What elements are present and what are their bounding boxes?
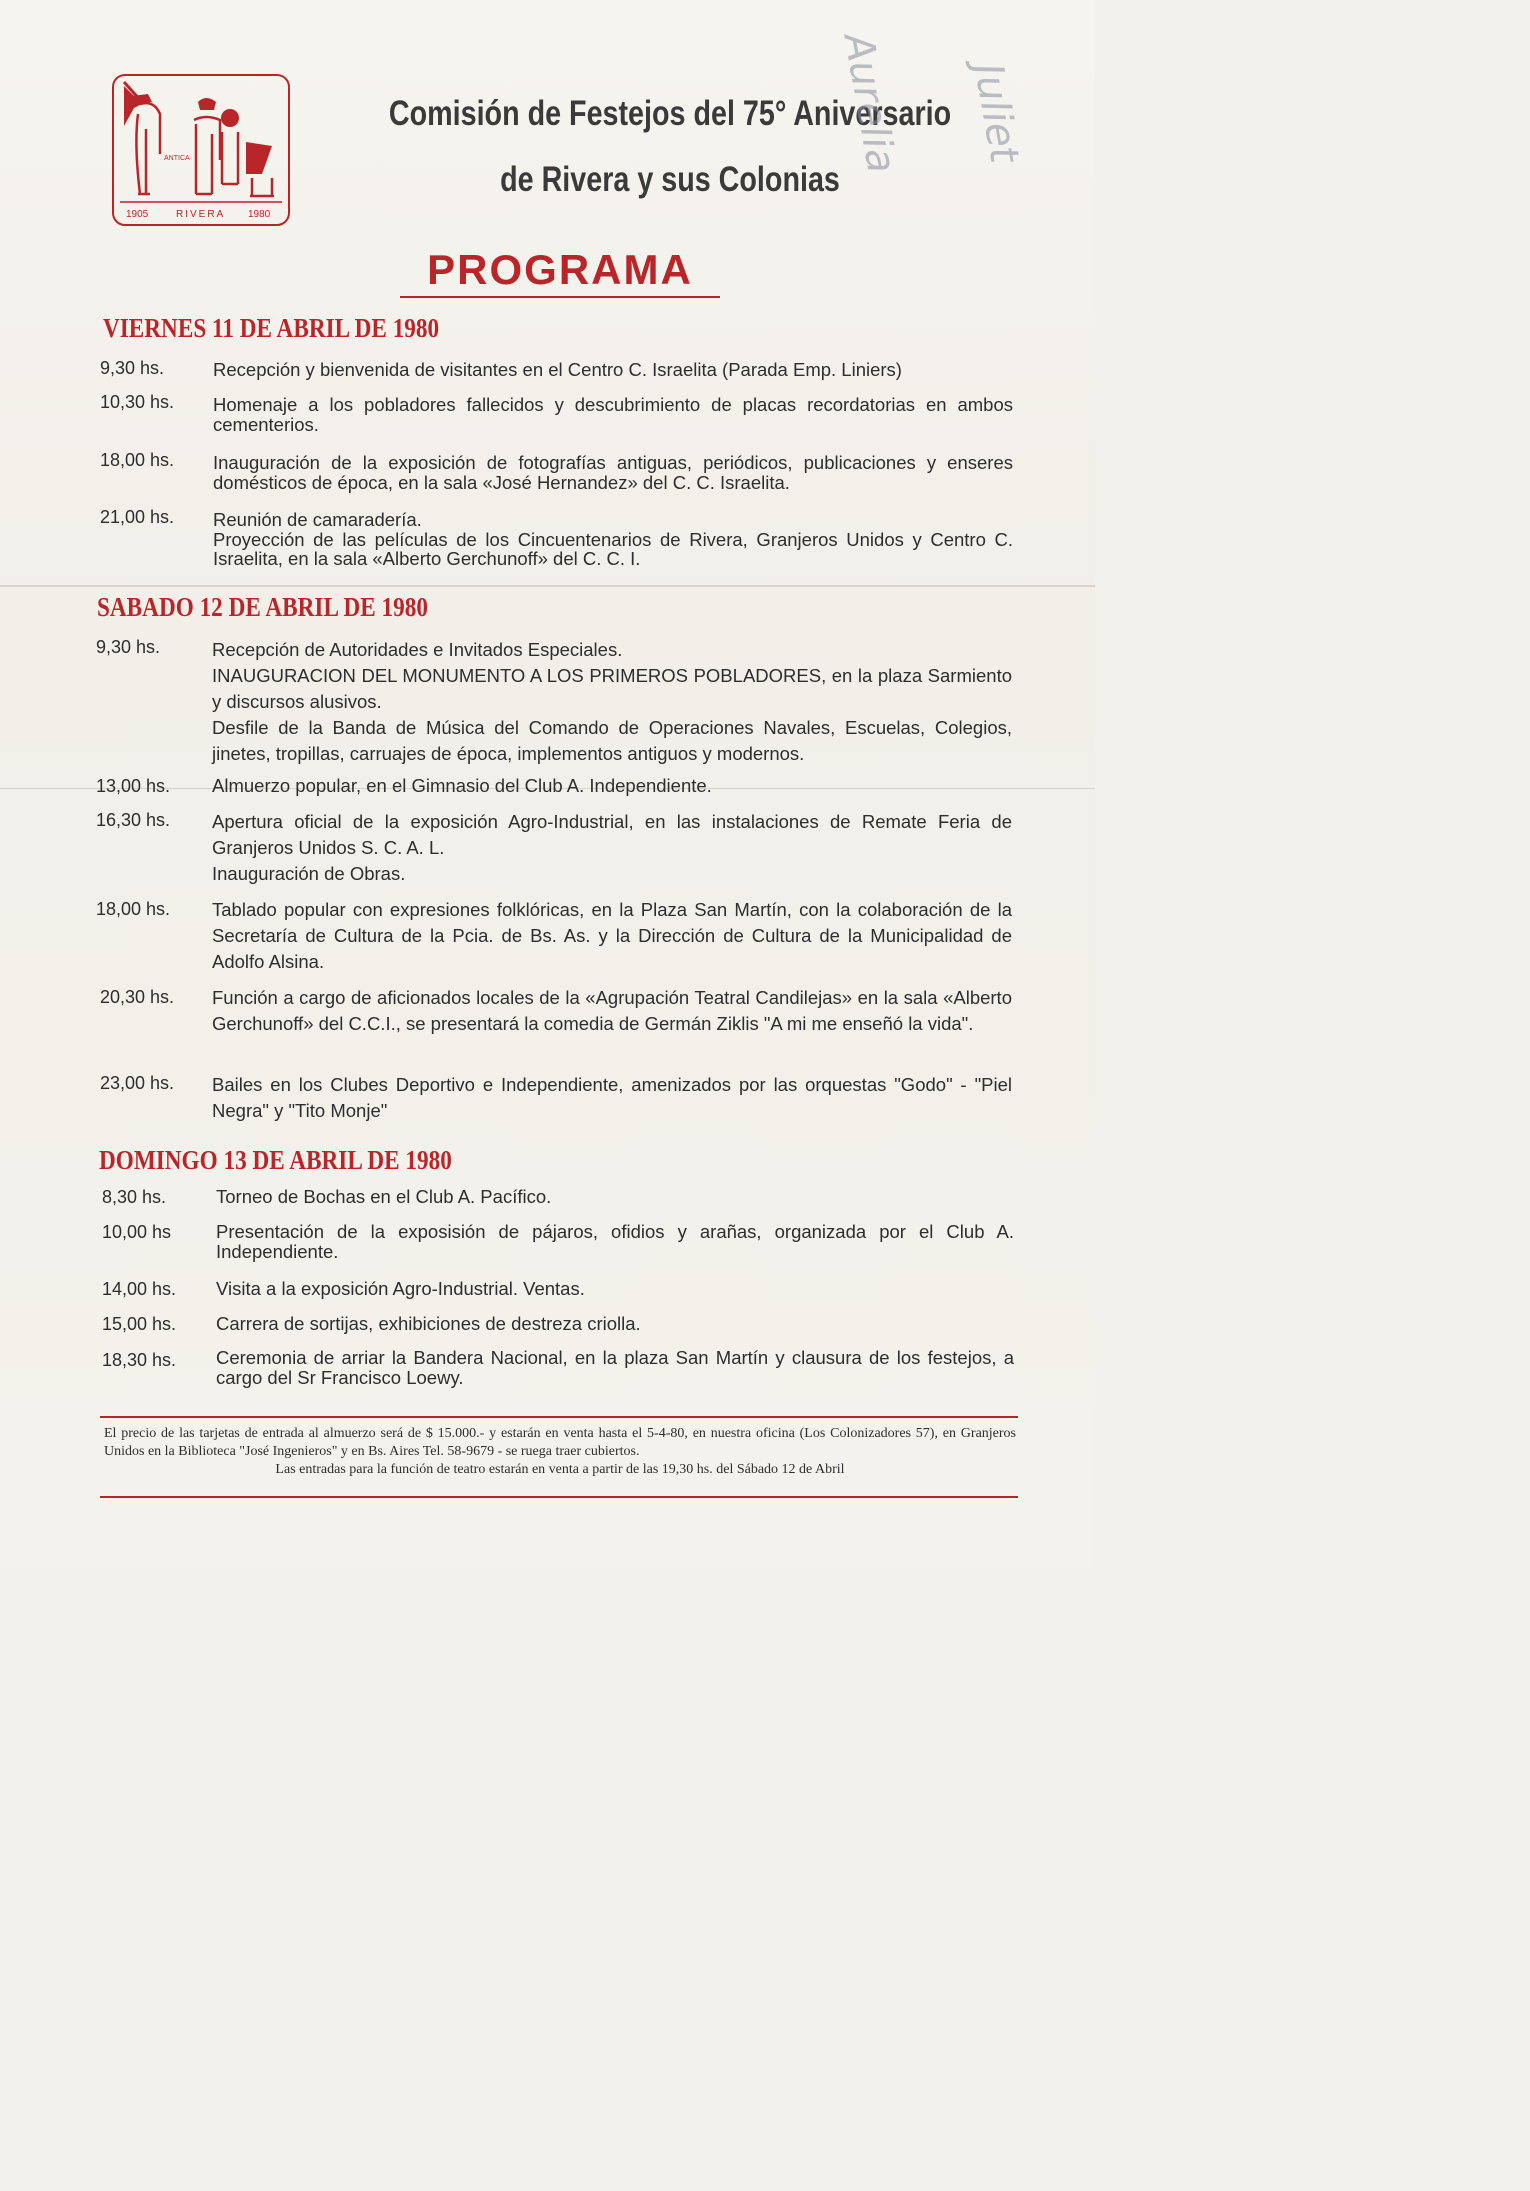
event-text: Recepción y bienvenida de visitantes en el Centro C. Israelita (Parada Emp. Liniers)	[213, 359, 902, 380]
logo-place: RIVERA	[176, 209, 226, 220]
event-description	[216, 1222, 1014, 1261]
event-description	[212, 897, 1012, 975]
event-time: 18,00 hs.	[96, 899, 171, 919]
event-description	[216, 1279, 1014, 1299]
event-description	[212, 637, 1012, 767]
event-description	[213, 453, 1013, 492]
event-text: Desfile de la Banda de Música del Comando de Operaciones Navales, Escuelas, Colegios, jinetes, tropillas, carruajes de época, implementos antiguos y modernos.	[212, 717, 1012, 764]
footer-notice	[104, 1425, 1016, 1479]
event-time: 10,00 hs	[102, 1222, 172, 1242]
event-text: Torneo de Bochas en el Club A. Pacífico.	[216, 1186, 552, 1207]
event-description	[212, 776, 1012, 796]
event-text: Bailes en los Clubes Deportivo e Independiente, amenizados por las orquestas "Godo" - "Piel Negra" y "Tito Monje"	[212, 1074, 1012, 1121]
event-text: Homenaje a los pobladores fallecidos y descubrimiento de placas recordatorias en ambos cementerios.	[213, 394, 1013, 435]
event-text: Ceremonia de arriar la Bandera Nacional, en la plaza San Martín y clausura de los festejos, a cargo del Sr Francisco Loewy.	[216, 1347, 1014, 1388]
event-time: 9,30 hs.	[96, 637, 161, 657]
event-description	[216, 1314, 1014, 1334]
event-time: 21,00 hs.	[100, 507, 175, 527]
handwritten-note: Juliet	[964, 60, 1028, 167]
event-text: Presentación de la exposisión de pájaros, ofidios y arañas, organizada por el Club A. Independiente.	[216, 1221, 1014, 1262]
event-description	[213, 360, 1013, 380]
logo-year-right: 1980	[248, 209, 271, 220]
event-text: Reunión de camaradería.	[213, 509, 422, 530]
event-text: Visita a la exposición Agro-Industrial. Ventas.	[216, 1278, 585, 1299]
event-time: 16,30 hs.	[96, 810, 171, 830]
event-text: Recepción de Autoridades e Invitados Especiales.	[212, 639, 623, 660]
event-time: 13,00 hs.	[96, 776, 171, 796]
event-text: Función a cargo de aficionados locales de la «Agrupación Teatral Candilejas» en la sala «Alberto Gerchunoff» del C.C.I., se presentará la comedia de Germán Ziklis "A mi me enseñó la vida".	[212, 987, 1012, 1034]
fold-crease	[0, 585, 1095, 587]
title-underline	[400, 296, 720, 298]
event-text: Tablado popular con expresiones folklóricas, en la Plaza San Martín, con la colaboración de la Secretaría de Cultura de la Pcia. de Bs. As. y la Dirección de Cultura de la Municipalidad de Adolfo Alsina.	[212, 899, 1012, 972]
title-line-2: de Rivera y sus Colonias	[500, 160, 840, 199]
footer-line-2: Las entradas para la función de teatro estarán en venta a partir de las 19,30 hs. del Sábado 12 de Abril	[275, 1462, 845, 1477]
anniversary-logo	[112, 74, 290, 226]
event-text: Carrera de sortijas, exhibiciones de destreza criolla.	[216, 1313, 641, 1334]
day-heading-viernes: VIERNES 11 DE ABRIL DE 1980	[103, 313, 440, 343]
event-time: 9,30 hs.	[100, 358, 165, 378]
event-time: 18,30 hs.	[102, 1350, 177, 1370]
event-time: 20,30 hs.	[100, 987, 175, 1007]
footer-rule-bottom	[100, 1496, 1018, 1498]
event-time: 8,30 hs.	[102, 1187, 167, 1207]
event-time: 18,00 hs.	[100, 450, 175, 470]
event-description	[216, 1187, 1014, 1207]
footer-line-1: El precio de las tarjetas de entrada al almuerzo será de $ 15.000.- y estarán en venta hasta el 5-4-80, en nuestra oficina (Los Colonizadores 57), en Granjeros Unidos en la Biblioteca "José Ingenieros" y en Bs. Aires Tel. 58-9679 - se ruega traer cubiertos.	[104, 1426, 1016, 1459]
logo-sign-text: ANTICA	[164, 155, 190, 162]
event-time: 15,00 hs.	[102, 1314, 177, 1334]
event-text: Inauguración de la exposición de fotografías antiguas, periódicos, publicaciones y enseres domésticos de época, en la sala «José Hernandez» del C. C. Israelita.	[213, 452, 1013, 493]
footer-rule-top	[100, 1416, 1018, 1418]
event-description	[216, 1348, 1014, 1387]
event-description	[213, 395, 1013, 434]
event-text: Almuerzo popular, en el Gimnasio del Club A. Independiente.	[212, 775, 712, 796]
event-description	[213, 510, 1013, 569]
event-description	[212, 985, 1012, 1037]
event-description	[212, 809, 1012, 887]
event-text: Apertura oficial de la exposición Agro-Industrial, en las instalaciones de Remate Feria de Granjeros Unidos S. C. A. L.	[212, 811, 1012, 858]
day-heading-sabado: SABADO 12 DE ABRIL DE 1980	[97, 592, 428, 622]
event-description	[212, 1072, 1012, 1124]
page-title: PROGRAMA	[427, 246, 693, 293]
event-text: INAUGURACION DEL MONUMENTO A LOS PRIMEROS POBLADORES, en la plaza Sarmiento y discursos alusivos.	[212, 665, 1012, 712]
event-text: Proyección de las películas de los Cincuentenarios de Rivera, Granjeros Unidos y Centro C. Israelita, en la sala «Alberto Gerchunoff» del C. C. I.	[213, 528, 1013, 569]
event-time: 10,30 hs.	[100, 392, 175, 412]
event-text: Inauguración de Obras.	[212, 863, 406, 884]
event-time: 23,00 hs.	[100, 1073, 175, 1093]
logo-emblem-icon	[112, 74, 290, 226]
handwritten-note: Aurelia	[834, 30, 905, 177]
title-line-1: Comisión de Festejos del 75° Aniversario	[388, 94, 952, 133]
logo-year-left: 1905	[126, 209, 149, 220]
event-time: 14,00 hs.	[102, 1279, 177, 1299]
day-heading-domingo: DOMINGO 13 DE ABRIL DE 1980	[99, 1145, 452, 1175]
